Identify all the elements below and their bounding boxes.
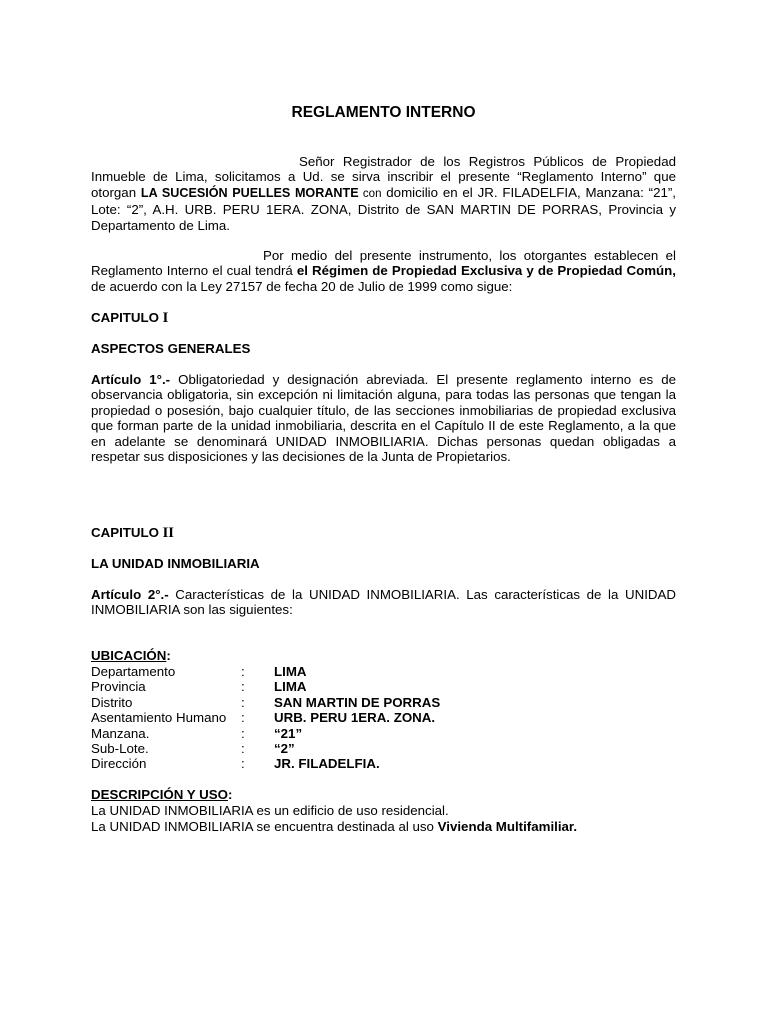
descripcion-line-2-text: La UNIDAD INMOBILIARIA se encuentra destinada al uso	[91, 819, 438, 834]
ubicacion-row-provincia	[91, 679, 676, 694]
intro-p2-text-a: Por medio del presente instrumento, los otorgantes establecen el Reglamento Interno el cual tendrá	[91, 248, 676, 279]
article-1-label: Artículo 1°.-	[91, 372, 171, 387]
ubicacion-separator: :	[241, 740, 245, 756]
descripcion-heading-colon: :	[227, 787, 233, 802]
descripcion-line-1: La UNIDAD INMOBILIARIA es un edificio de uso residencial.	[91, 803, 449, 818]
intro-p2-bold: el Régimen de Propiedad Exclusiva y de Propiedad Común,	[296, 263, 676, 279]
ubicacion-key: Distrito	[91, 694, 133, 710]
ubicacion-table	[91, 664, 676, 772]
document-title: REGLAMENTO INTERNO	[291, 104, 476, 121]
chapter-2-numeral: II	[162, 525, 174, 541]
ubicacion-key: Dirección	[91, 756, 147, 772]
descripcion-heading-text: DESCRIPCIÓN Y USO	[91, 787, 228, 802]
ubicacion-row-distrito	[91, 695, 676, 710]
chapter-1-numeral: I	[162, 310, 169, 326]
ubicacion-heading-colon: :	[166, 648, 171, 663]
ubicacion-value: JR. FILADELFIA.	[274, 756, 380, 772]
descripcion-heading	[91, 787, 676, 802]
article-2-label: Artículo 2°.-	[91, 587, 169, 602]
chapter-1-subtitle: ASPECTOS GENERALES	[91, 341, 251, 356]
ubicacion-separator: :	[241, 725, 245, 741]
ubicacion-row-asentamiento	[91, 710, 676, 725]
ubicacion-value: “2”	[274, 740, 295, 756]
ubicacion-key: Sub-Lote.	[91, 740, 149, 756]
chapter-2-label: CAPITULO	[91, 525, 163, 540]
ubicacion-row-sublote	[91, 741, 676, 756]
article-2-paragraph	[91, 587, 676, 618]
ubicacion-value: SAN MARTIN DE PORRAS	[274, 694, 441, 710]
intro-p1-text-b: domicilio en el JR. FILADELFIA, Manzana: “21”, Lote: “2”, A.H. URB. PERU 1ERA. ZONA, Distrito de SAN MARTIN DE PORRAS, Provincia y Departamento de Lima.	[91, 184, 677, 233]
ubicacion-value: LIMA	[274, 664, 307, 679]
article-2-text: Características de la UNIDAD INMOBILIARIA. Las características de la UNIDAD INMOBILIARIA son las siguientes:	[91, 587, 676, 618]
descripcion-line-2-bold: Vivienda Multifamiliar.	[437, 819, 578, 834]
chapter-2-subtitle: LA UNIDAD INMOBILIARIA	[91, 556, 260, 571]
ubicacion-separator: :	[241, 664, 245, 679]
ubicacion-key: Provincia	[91, 679, 146, 695]
chapter-2-heading	[91, 525, 174, 541]
article-1-paragraph	[91, 372, 676, 464]
article-1-text: Obligatoriedad y designación abreviada. El presente reglamento interno es de observancia obligatoria, sin excepción ni limitación alguna, para todas las personas que tengan la propiedad o posesión, bajo cualquier título, de las secciones inmobiliarias de propiedad exclusiva que forman parte de la unidad inmobiliaria, descrita en el Capítulo II de este Reglamento, a la que en adelante se denominará UNIDAD INMOBILIARIA. Dichas personas quedan obligadas a respetar sus disposiciones y las decisiones de la Junta de Propietarios.	[91, 372, 677, 465]
ubicacion-row-departamento	[91, 664, 676, 679]
ubicacion-heading	[91, 648, 676, 663]
intro-paragraph-1	[91, 154, 676, 233]
ubicacion-separator: :	[241, 679, 245, 695]
ubicacion-key: Departamento	[91, 664, 176, 679]
chapter-1-heading	[91, 310, 168, 326]
intro-p2-text-b: de acuerdo con la Ley 27157 de fecha 20 de Julio de 1999 como sigue:	[91, 278, 513, 294]
chapter-1-label: CAPITULO	[91, 310, 163, 325]
ubicacion-value: URB. PERU 1ERA. ZONA.	[274, 710, 436, 726]
ubicacion-key: Asentamiento Humano	[91, 710, 227, 726]
ubicacion-separator: :	[241, 694, 245, 710]
intro-p1-text-a: Señor Registrador de los Registros Públicos de Propiedad Inmueble de Lima, solicitamos a Ud. se sirva inscribir el presente “Reglamento Interno” que otorgan	[91, 154, 676, 200]
ubicacion-separator: :	[241, 710, 245, 726]
ubicacion-value: LIMA	[274, 679, 307, 695]
intro-p1-bold: LA SUCESIÓN PUELLES MORANTE	[140, 185, 359, 200]
ubicacion-key: Manzana.	[91, 725, 150, 741]
ubicacion-heading-text: UBICACIÓN	[91, 648, 167, 663]
ubicacion-separator: :	[241, 756, 245, 772]
ubicacion-value: “21”	[274, 725, 303, 741]
descripcion-line-2	[91, 819, 676, 834]
intro-p1-small: con	[358, 187, 382, 200]
ubicacion-row-manzana	[91, 726, 676, 741]
intro-paragraph-2	[91, 248, 676, 294]
ubicacion-row-direccion	[91, 756, 676, 771]
